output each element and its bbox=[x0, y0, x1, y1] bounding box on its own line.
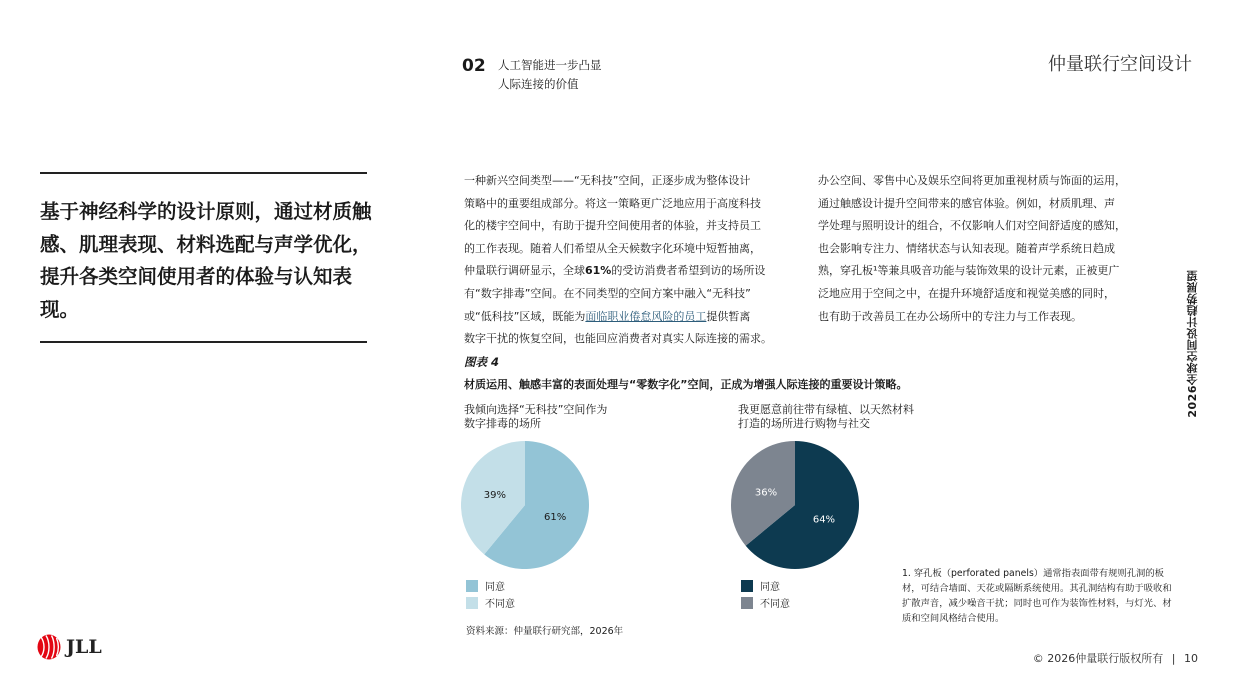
body-line-with-link: 或“低科技”区域，既能为面临职业倦怠风险的员工提供暂离 bbox=[464, 309, 751, 323]
stat-highlight: 61% bbox=[585, 264, 612, 278]
pie-data-label: 36% bbox=[754, 487, 778, 499]
body-line: 泛地应用于空间之中，在提升环境舒适度和视觉美感的同时， bbox=[818, 286, 1115, 300]
figure-caption: 材质运用、触感丰富的表面处理与“零数字化”空间，正成为增强人际连接的重要设计策略。 bbox=[464, 378, 908, 391]
brand-title: 仲量联行空间设计 bbox=[1048, 54, 1192, 75]
section-title-line1: 人工智能进一步凸显 bbox=[498, 58, 602, 72]
body-column-2 bbox=[818, 170, 1126, 328]
legend-disagree-2: 不同意 bbox=[741, 595, 790, 610]
page-number: 10 bbox=[1184, 652, 1198, 665]
pie-chart-2 bbox=[730, 440, 860, 570]
footer-copyright: © 2026仲量联行版权所有 | 10 bbox=[1032, 652, 1198, 665]
body-line: 的工作表现。随着人们希望从全天候数字化环境中短暂抽离， bbox=[464, 241, 761, 255]
body-line: 也会影响专注力、情绪状态与认知表现。随着声学系统日趋成 bbox=[818, 241, 1115, 255]
jll-logo-icon bbox=[36, 633, 62, 661]
pie-data-label: 61% bbox=[543, 511, 567, 523]
pie-chart-1 bbox=[460, 440, 590, 570]
pull-quote-top-rule bbox=[40, 172, 367, 174]
legend-disagree-1: 不同意 bbox=[466, 595, 515, 610]
figure-source: 资料来源：仲量联行研究部，2026年 bbox=[466, 626, 624, 637]
figure-number: 图表 4 bbox=[464, 355, 500, 369]
chart-2-title: 我更愿意前往带有绿植、以天然材料 打造的场所进行购物与社交 bbox=[738, 403, 914, 430]
body-line: 一种新兴空间类型——“无科技”空间，正逐步成为整体设计 bbox=[464, 174, 751, 187]
side-label: 2026全球空间设计趋势展望 bbox=[1186, 270, 1199, 418]
legend-swatch bbox=[466, 597, 478, 609]
legend-agree-2: 同意 bbox=[741, 578, 780, 593]
legend-swatch bbox=[741, 597, 753, 609]
body-line: 通过触感设计提升空间带来的感官体验。例如，材质肌理、声 bbox=[818, 196, 1115, 210]
pie-data-label: 39% bbox=[483, 490, 507, 502]
footnote: 1. 穿孔板（perforated panels）通常指表面带有规则孔洞的板材，可结合墙面、天花或隔断系统使用。其孔洞结构有助于吸收和扩散声音，减少噪音干扰；同时也可作为装饰性材料，与灯光、材质和空间风格结合使用。 bbox=[902, 568, 1172, 624]
body-column-1 bbox=[464, 170, 772, 351]
burnout-employees-link[interactable]: 面临职业倦怠风险的员工 bbox=[585, 309, 707, 323]
body-line: 办公空间、零售中心及娱乐空间将更加重视材质与饰面的运用， bbox=[818, 174, 1126, 187]
body-line: 数字干扰的恢复空间，也能回应消费者对真实人际连接的需求。 bbox=[464, 332, 772, 346]
body-line: 有“数字排毒”空间。在不同类型的空间方案中融入“无科技” bbox=[464, 286, 751, 300]
pie-data-label: 64% bbox=[812, 514, 836, 526]
section-number: 02 bbox=[462, 56, 486, 76]
pull-quote-bottom-rule bbox=[40, 341, 367, 343]
legend-agree-1: 同意 bbox=[466, 578, 505, 593]
body-line: 化的楼宇空间中，有助于提升空间使用者的体验，并支持员工 bbox=[464, 219, 761, 233]
legend-swatch bbox=[466, 580, 478, 592]
body-line-with-stat: 仲量联行调研显示，全球61%的受访消费者希望到访的场所设 bbox=[464, 264, 766, 278]
body-line: 熟，穿孔板¹等兼具吸音功能与装饰效果的设计元素，正被更广 bbox=[818, 264, 1120, 278]
body-line: 策略中的重要组成部分。将这一策略更广泛地应用于高度科技 bbox=[464, 196, 761, 210]
jll-logo bbox=[36, 633, 102, 661]
chart-1-title: 我倾向选择“无科技”空间作为 数字排毒的场所 bbox=[464, 403, 608, 430]
pull-quote: 基于神经科学的设计原则，通过材质触感、肌理表现、材料选配与声学优化，提升各类空间使用者的体验与认知表现。 bbox=[40, 200, 372, 321]
body-line: 也有助于改善员工在办公场所中的专注力与工作表现。 bbox=[818, 309, 1082, 323]
section-title-line2: 人际连接的价值 bbox=[498, 77, 579, 91]
body-line: 学处理与照明设计的组合，不仅影响人们对空间舒适度的感知， bbox=[818, 219, 1126, 233]
jll-logo-text: JLL bbox=[66, 636, 102, 658]
legend-swatch bbox=[741, 580, 753, 592]
